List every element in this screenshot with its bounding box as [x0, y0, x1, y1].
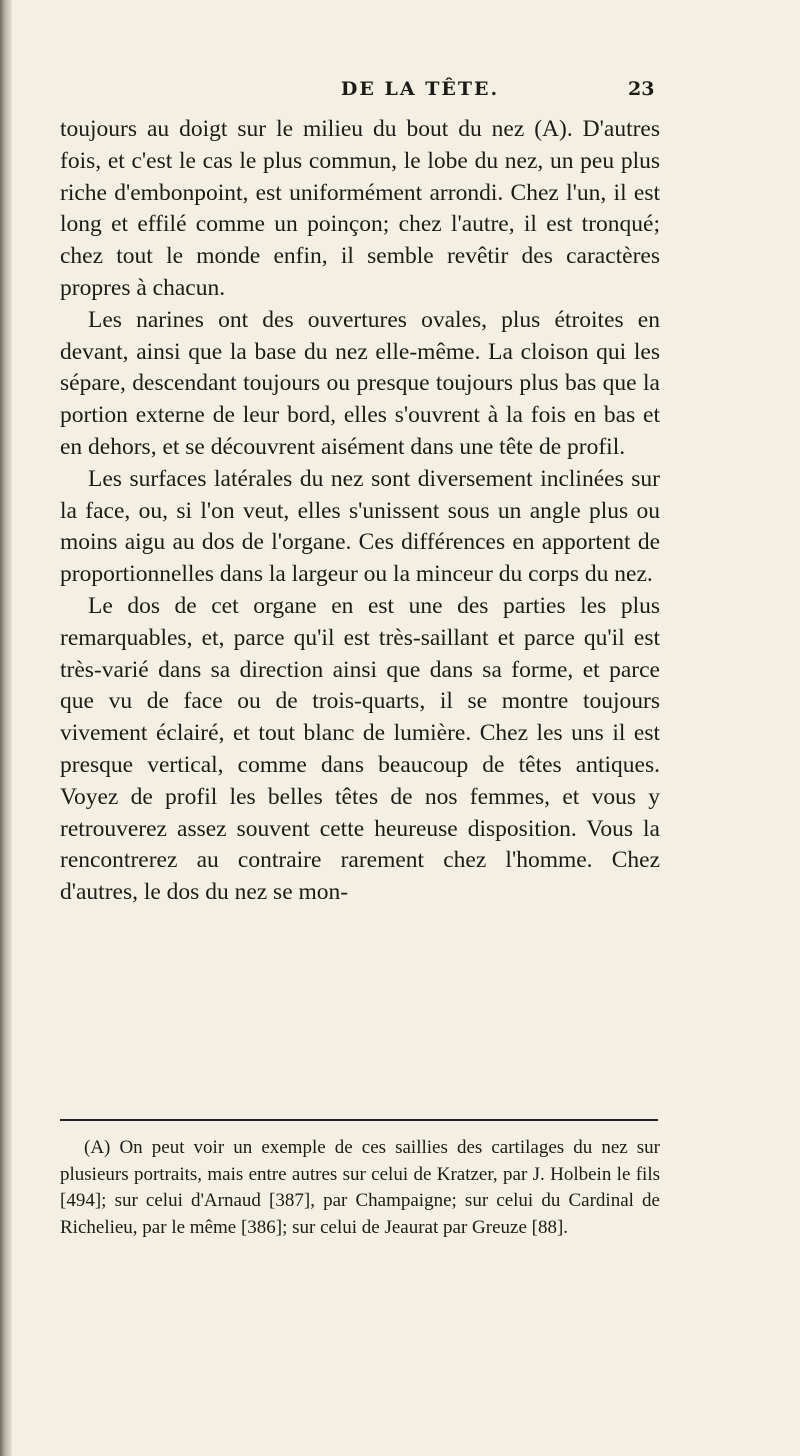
paragraph-3: Les surfaces latérales du nez sont diversement inclinées sur la face, ou, si l'on veut, elles s'unissent sous un angle plus ou moins aigu au dos de l'organe. Ces différences en apportent de proportionnelles dans la largeur ou la minceur du corps du nez.	[60, 465, 660, 588]
paragraph-4: Le dos de cet organe en est une des parties les plus remarquables, et, parce qu'il est très-saillant et parce qu'il est très-varié dans sa direction ainsi que dans sa forme, et parce que vu de face ou de trois-quarts, il se montre toujours vivement éclairé, et tout blanc de lumière. Chez les uns il est presque vertical, comme dans beaucoup de têtes antiques. Voyez de profil les belles têtes de nos femmes, et vous y retrouverez assez souvent cette heureuse disposition. Vous la rencontrerez au contraire rarement chez l'homme. Chez d'autres, le dos du nez se mon-	[60, 592, 660, 906]
paragraph-2: Les narines ont des ouvertures ovales, plus étroites en devant, ainsi que la base du nez elle-même. La cloison qui les sépare, descendant toujours ou presque toujours plus bas que la portion externe de leur bord, elles s'ouvrent à la fois en bas et en dehors, et se découvrent aisément dans une tête de profil.	[60, 306, 660, 460]
footnote-rule	[60, 1119, 658, 1121]
paragraph-1: toujours au doigt sur le milieu du bout du nez (A). D'autres fois, et c'est le cas le plus commun, le lobe du nez, un peu plus riche d'embonpoint, est uniformément arrondi. Chez l'un, il est long et effilé comme un poinçon; chez l'autre, il est tronqué; chez tout le monde enfin, il semble revêtir des caractères propres à chacun.	[60, 116, 660, 301]
running-head	[0, 78, 800, 108]
running-title: DE LA TÊTE.	[340, 78, 500, 100]
footnote	[60, 1135, 660, 1241]
body-text	[60, 114, 660, 909]
footnote-text: (A) On peut voir un exemple de ces saillies des cartilages du nez sur plusieurs portraits, mais entre autres sur celui de Kratzer, par J. Holbein le fils [494]; sur celui d'Arnaud [387], par Champaigne; sur celui du Cardinal de Richelieu, par le même [386]; sur celui de Jeaurat par Greuze [88].	[60, 1137, 660, 1238]
page-number: 23	[628, 78, 655, 100]
